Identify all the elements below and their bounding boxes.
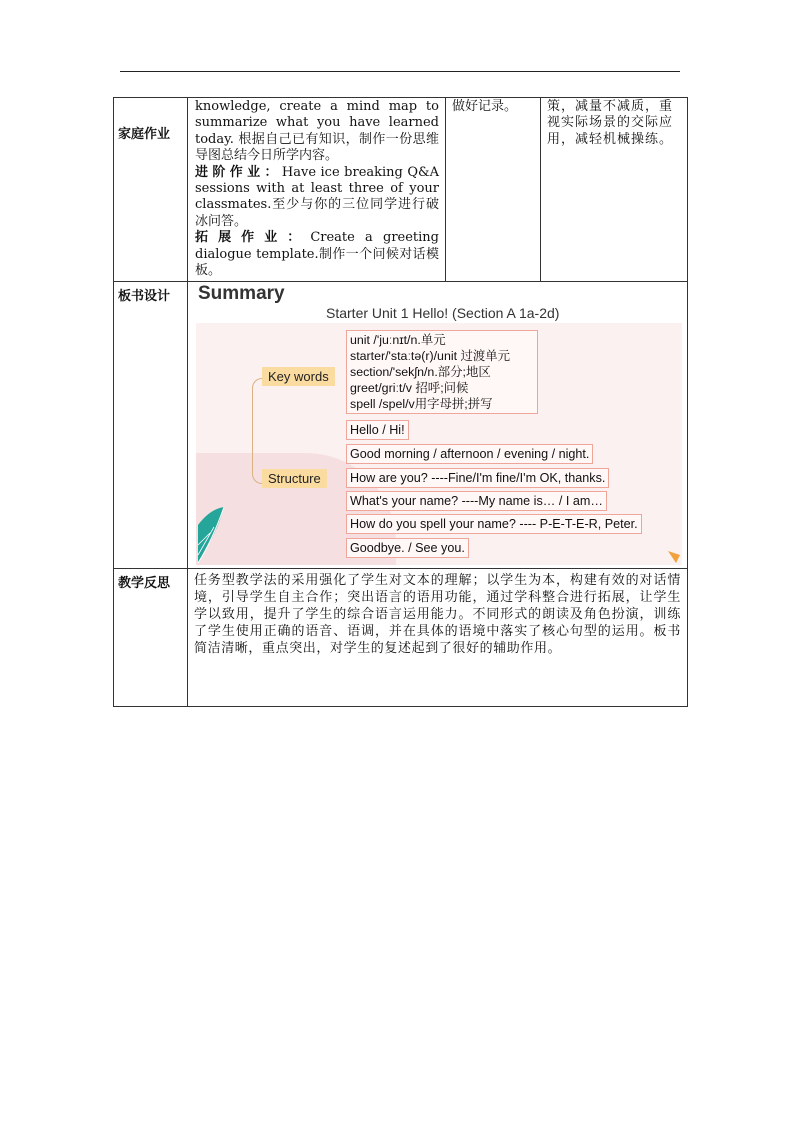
summary-subtitle: Starter Unit 1 Hello! (Section A 1a-2d) (326, 305, 560, 322)
summary-title: Summary (198, 283, 285, 305)
board-label-cell (114, 282, 188, 569)
reflection-content-cell (188, 569, 688, 707)
student-note: 做好记录。 (452, 99, 518, 114)
vocab-item: section/'sekʃn/n.部分;地区 (350, 365, 491, 380)
structure-box: Structure (262, 469, 327, 488)
vocab-item: spell /spel/v用字母拼;拼写 (350, 397, 493, 412)
structure-item: Goodbye. / See you. (346, 538, 469, 558)
lesson-plan-table (113, 97, 688, 707)
homework-row (114, 98, 688, 282)
key-words-box: Key words (262, 367, 335, 386)
extended-tag: 拓展作业： (195, 230, 311, 246)
reflection-label-cell (114, 569, 188, 707)
vocab-box (346, 330, 538, 414)
advanced-text: Have ice breaking Q&A sessions with at least three of your classmates.至少与你的三位同学进行破冰问答。 (195, 164, 439, 229)
teacher-note: 策，减量不减质，重视实际场景的交际应用，减轻机械操练。 (547, 99, 674, 147)
homework-basic: knowledge, create a mind map to summarize what you have learned today. 根据自己已有知识，制作一份思维导图总结今日所学内容。 (195, 99, 439, 164)
homework-label-cell (114, 98, 188, 282)
homework-advanced (195, 165, 439, 231)
structure-item: What's your name? ----My name is… / I am… (346, 491, 607, 511)
corner-triangle-icon (668, 551, 680, 563)
vocab-item: unit /'juːnɪt/n.单元 (350, 333, 446, 348)
reflection-label: 教学反思 (118, 576, 171, 592)
homework-label: 家庭作业 (118, 127, 171, 142)
advanced-tag: 进阶作业： (195, 164, 282, 180)
vocab-item: starter/'staːtə(r)/unit 过渡单元 (350, 349, 511, 364)
board-row (114, 282, 688, 569)
reflection-text: 任务型教学法的采用强化了学生对文本的理解；以学生为本，构建有效的对话情境，引导学生自主合作；突出语言的语用功能，通过学科整合进行拓展，让学生学以致用，提升了学生的综合语言运用能力。不同形式的朗读及角色扮演，训练了学生使用正确的语音、语调，并在具体的语境中落实了核心句型的运用。板书简洁清晰，重点突出，对学生的复述起到了很好的辅助作用。 (194, 573, 681, 657)
summary-slide (196, 283, 682, 565)
board-content-cell (188, 282, 688, 569)
homework-extended (195, 230, 439, 279)
structure-item: Hello / Hi! (346, 420, 409, 440)
student-activity-cell (446, 98, 541, 282)
structure-item: How are you? ----Fine/I'm fine/I'm OK, thanks. (346, 468, 609, 488)
reflection-row (114, 569, 688, 707)
extended-text: Create a greeting dialogue template.制作一个问候对话模板。 (195, 230, 439, 279)
design-intent-cell (541, 98, 688, 282)
homework-content-cell (188, 98, 446, 282)
board-label: 板书设计 (118, 289, 171, 305)
leaf-decoration-icon (196, 505, 226, 565)
structure-item: Good morning / afternoon / evening / night. (346, 444, 593, 464)
vocab-item: greet/griːt/v 招呼;问候 (350, 381, 469, 396)
structure-item: How do you spell your name? ---- P-E-T-E-R, Peter. (346, 514, 642, 534)
header-rule (120, 71, 680, 72)
